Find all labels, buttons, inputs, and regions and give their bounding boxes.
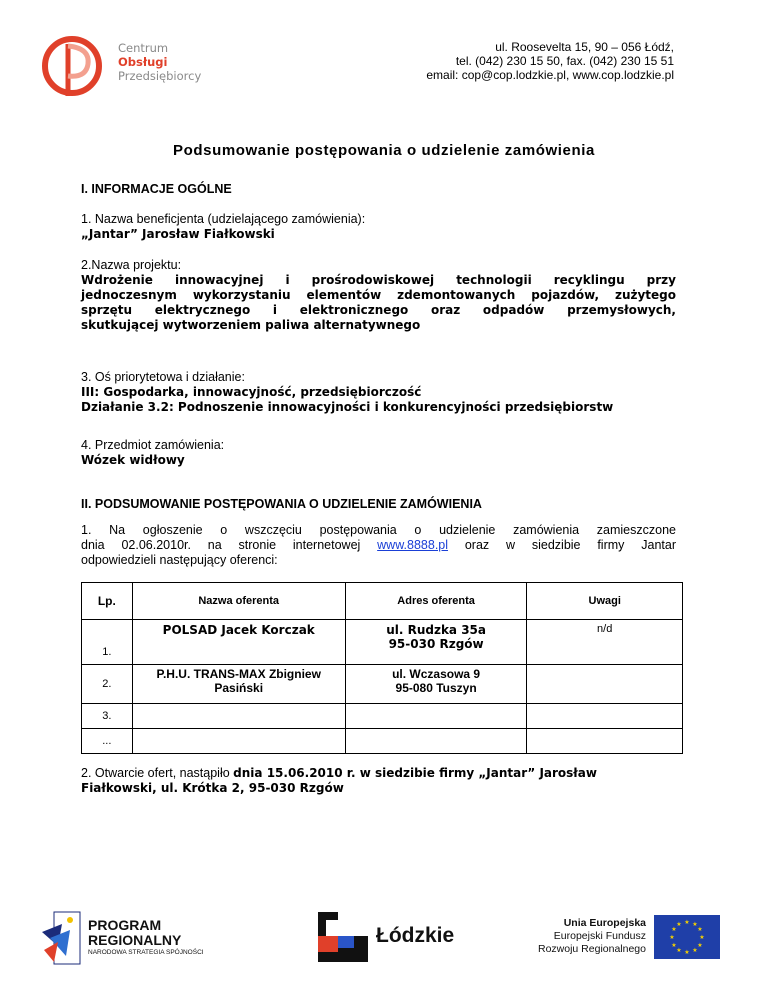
table-row — [82, 620, 683, 665]
section-1-heading: I. INFORMACJE OGÓLNE — [81, 182, 232, 196]
cop-logo-mark-icon — [38, 30, 118, 100]
opening-date-place: dnia 15.06.2010 r. w siedzibie firmy „Jantar” Jarosław — [233, 766, 597, 780]
svg-text:★: ★ — [676, 947, 682, 954]
svg-text:★: ★ — [697, 926, 703, 933]
row-name — [132, 704, 345, 729]
lodzkie-logo — [316, 910, 466, 964]
order-subject-label: 4. Przedmiot zamówienia: — [81, 438, 225, 452]
lodzkie-mark-icon — [316, 910, 370, 964]
svg-text:★: ★ — [684, 919, 690, 926]
opening-line-2: Fiałkowski, ul. Krótka 2, 95-030 Rzgów — [81, 781, 344, 795]
header-lp: Lp. — [82, 583, 133, 620]
contact-address: ul. Roosevelta 15, 90 – 056 Łódź, — [495, 40, 674, 54]
announcement-link[interactable]: www.8888.pl — [377, 538, 449, 552]
header-address: Adres oferenta — [345, 583, 527, 620]
row-address-line-2: 95-080 Tuszyn — [395, 681, 477, 695]
section-2-heading: II. PODSUMOWANIE POSTĘPOWANIA O UDZIELENIE ZAMÓWIENIA — [81, 497, 482, 511]
announcement-line-2-a: dnia 02.06.2010r. na stronie internetowej — [81, 538, 361, 552]
row-address-line-1: ul. Rudzka 35a — [386, 623, 486, 637]
project-name-line-1: Wdrożenie innowacyjnej i prośrodowiskowej technologii recyklingu przy — [81, 273, 676, 287]
header-name: Nazwa oferenta — [132, 583, 345, 620]
logo-line-1: Centrum — [118, 41, 169, 55]
row-name — [132, 729, 345, 754]
row-name: POLSAD Jacek Korczak — [132, 620, 345, 665]
priority-axis-block — [81, 370, 676, 415]
table-row — [82, 704, 683, 729]
project-name-line-3: sprzętu elektrycznego i elektronicznego oraz odpadów przemysłowych, — [81, 303, 676, 317]
lodzkie-label: Łódzkie — [376, 924, 455, 947]
svg-text:★: ★ — [697, 942, 703, 949]
priority-axis-value: III: Gospodarka, innowacyjność, przedsiębiorczość — [81, 385, 422, 399]
row-address-line-2: 95-030 Rzgów — [388, 637, 484, 651]
program-line-3: NARODOWA STRATEGIA SPÓJNOŚCI — [88, 949, 204, 956]
announcement-line-3: odpowiedzieli następujący oferenci: — [81, 553, 278, 567]
announcement-line-1: 1. Na ogłoszenie o wszczęciu postępowania o udzielenie zamówienia zamieszczone — [81, 523, 676, 537]
eu-flag-icon — [654, 915, 720, 959]
project-name-line-4: skutkującej wytworzeniem paliwa alternatywnego — [81, 318, 421, 332]
svg-text:★: ★ — [676, 921, 682, 928]
svg-text:★: ★ — [671, 942, 677, 949]
announcement-paragraph — [81, 523, 676, 568]
project-name-block — [81, 258, 676, 333]
row-address — [345, 665, 527, 704]
cop-logo — [38, 30, 208, 100]
eu-line-3: Rozwoju Regionalnego — [538, 943, 646, 955]
svg-text:★: ★ — [692, 947, 698, 954]
beneficiary-label: 1. Nazwa beneficjenta (udzielającego zamówienia): — [81, 212, 366, 226]
priority-axis-label: 3. Oś priorytetowa i działanie: — [81, 370, 245, 384]
logo-line-2: Obsługi — [118, 55, 168, 69]
program-regionalny-logo — [40, 908, 240, 966]
table-row — [82, 729, 683, 754]
offers-table — [81, 582, 683, 754]
svg-text:★: ★ — [669, 934, 675, 941]
eu-line-2: Europejski Fundusz — [553, 930, 646, 942]
row-note: n/d — [527, 620, 683, 665]
project-name-line-2: jednoczesnym wykorzystaniu elementów zdemontowanych pojazdów, zużytego — [81, 288, 676, 302]
contact-block — [344, 40, 674, 82]
row-note — [527, 665, 683, 704]
row-name-line-2: Pasiński — [214, 681, 264, 695]
logo-line-3: Przedsiębiorcy — [118, 69, 202, 83]
row-address — [345, 620, 527, 665]
table-row — [82, 665, 683, 704]
opening-prefix: 2. Otwarcie ofert, nastąpiło — [81, 766, 230, 780]
program-line-1: PROGRAM — [88, 917, 162, 933]
opening-line-1 — [81, 766, 681, 781]
order-subject-block — [81, 438, 676, 468]
opening-paragraph — [81, 766, 681, 796]
contact-email: email: cop@cop.lodzkie.pl, www.cop.lodzkie.pl — [426, 68, 674, 82]
row-address — [345, 729, 527, 754]
announcement-line-2 — [81, 538, 676, 553]
program-regionalny-mark-icon — [40, 908, 84, 966]
project-name-label: 2.Nazwa projektu: — [81, 258, 182, 272]
svg-text:★: ★ — [684, 949, 690, 956]
svg-text:★: ★ — [671, 926, 677, 933]
row-lp: 3. — [82, 704, 133, 729]
order-subject-value: Wózek widłowy — [81, 453, 185, 467]
program-line-2: REGIONALNY — [88, 932, 182, 948]
row-note — [527, 729, 683, 754]
action-value: Działanie 3.2: Podnoszenie innowacyjności i konkurencyjności przedsiębiorstw — [81, 400, 614, 414]
announcement-line-2-b: oraz w siedzibie firmy Jantar — [464, 538, 676, 552]
header-notes: Uwagi — [527, 583, 683, 620]
svg-text:★: ★ — [692, 921, 698, 928]
contact-phone: tel. (042) 230 15 50, fax. (042) 230 15 51 — [455, 54, 674, 68]
svg-text:★: ★ — [699, 934, 705, 941]
eu-logo — [520, 915, 720, 965]
document-title: Podsumowanie postępowania o udzielenie zamówienia — [173, 142, 595, 159]
row-lp: ... — [82, 729, 133, 754]
beneficiary-value: „Jantar” Jarosław Fiałkowski — [81, 227, 275, 241]
eu-line-1: Unia Europejska — [563, 917, 646, 929]
row-name-line-1: P.H.U. TRANS-MAX Zbigniew — [156, 667, 321, 681]
row-lp: 1. — [82, 620, 133, 665]
beneficiary-block — [81, 212, 676, 242]
row-address — [345, 704, 527, 729]
table-header-row — [82, 583, 683, 620]
row-lp: 2. — [82, 665, 133, 704]
row-name — [132, 665, 345, 704]
row-note — [527, 704, 683, 729]
row-address-line-1: ul. Wczasowa 9 — [392, 667, 481, 681]
